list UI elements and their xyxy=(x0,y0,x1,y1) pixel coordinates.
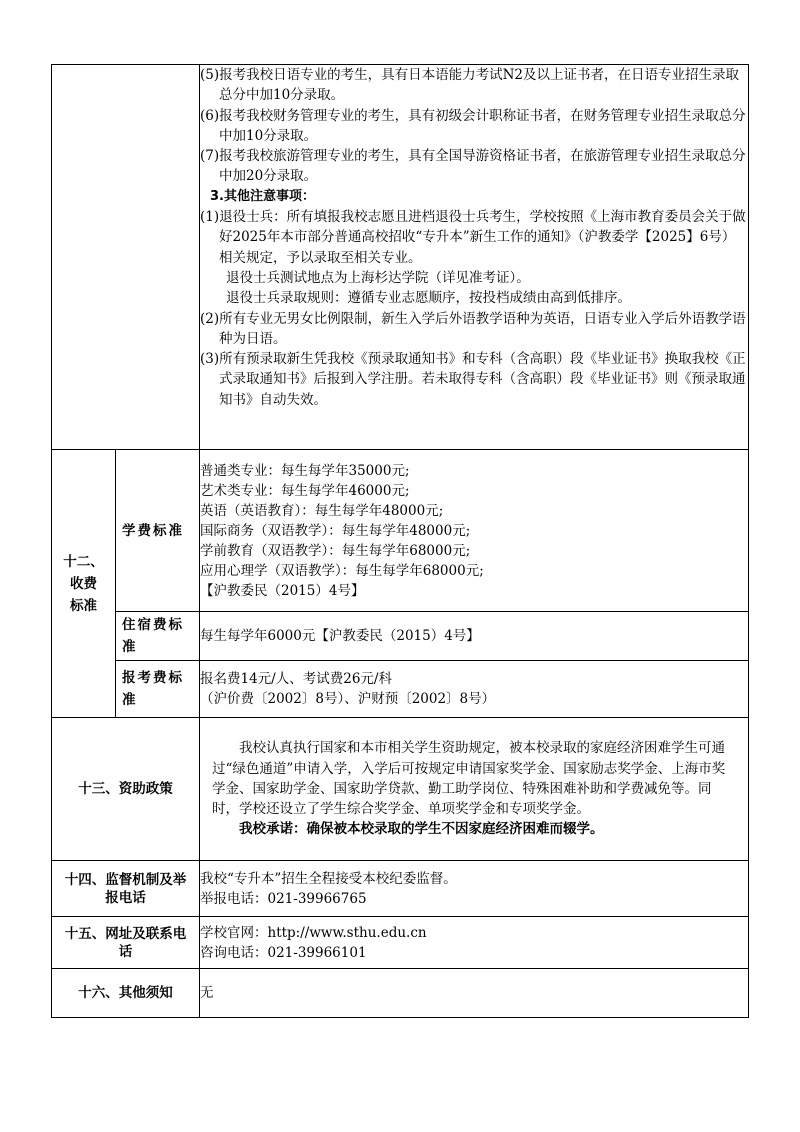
contact-label: 十五、网址及联系电 话 xyxy=(52,917,200,969)
bonus-item-5: (5)报考我校日语专业的考生，具有日本语能力考试N2及以上证书者，在日语专业招生录取总分中加10分录取。 xyxy=(200,67,740,104)
accommodation-row xyxy=(52,612,749,661)
aid-label: 十三、资助政策 xyxy=(52,718,200,861)
admission-rules-label-cell xyxy=(52,65,200,450)
other-notes-title: 3.其他注意事项： xyxy=(210,188,315,204)
supervision-label: 十四、监督机制及举 报电话 xyxy=(52,861,200,917)
tuition-row xyxy=(52,450,749,612)
note-gender-language: (2)所有专业无男女比例限制，新生入学后外语教学语种为英语，日语专业入学后外语教学语种为日语。 xyxy=(200,310,746,347)
report-phone: 举报电话：021-39966765 xyxy=(200,890,367,907)
exam-fee-row xyxy=(52,661,749,718)
supervision-row xyxy=(52,861,749,917)
aid-row xyxy=(52,718,749,861)
bonus-item-6: (6)报考我校财务管理专业的考生，具有初级会计职称证书者，在财务管理专业招生录取总分中加10分录取。 xyxy=(200,107,746,144)
accommodation-content: 每生每学年6000元【沪教委民（2015）4号】 xyxy=(200,612,749,661)
aid-promise: 我校承诺：确保被本校录取的学生不因家庭经济困难而辍学。 xyxy=(239,821,604,838)
tuition-line: 学前教育（双语教学）：每生每学年68000元; xyxy=(200,542,471,559)
website-line: 学校官网：http://www.sthu.edu.cn xyxy=(200,924,427,941)
note-veterans: (1)退役士兵：所有填报我校志愿且进档退役士兵考生，学校按照《上海市教育委员会关于做好2025年本市部分普通高校招收“专升本”新生工作的通知》（沪教委学【2025】6号）相关规定，予以录取至相关专业。 xyxy=(200,209,746,266)
consult-phone: 咨询电话：021-39966101 xyxy=(200,944,367,961)
note-veterans-rule: 退役士兵录取规则：遵循专业志愿顺序，按投档成绩由高到低排序。 xyxy=(226,290,631,307)
aid-text: 我校认真执行国家和本市相关学生资助规定，被本校录取的家庭经济困难学生可通过“绿色通道”申请入学，入学后可按规定申请国家奖学金、国家励志奖学金、上海市奖学金、国家助学金、国家助学贷款、勤工助学岗位、特殊困难补助和学费减免等。同时，学校还设立了学生综合奖学金、单项奖学金和专项奖学金。 xyxy=(212,740,726,818)
tuition-line: 普通类专业：每生每学年35000元; xyxy=(200,462,410,479)
tuition-line: 应用心理学（双语教学）：每生每学年68000元; xyxy=(200,562,484,579)
admission-rules-row xyxy=(52,65,749,450)
admission-info-table xyxy=(51,64,749,1018)
note-veterans-location: 退役士兵测试地点为上海杉达学院（详见准考证）。 xyxy=(226,269,530,286)
other-label: 十六、其他须知 xyxy=(52,969,200,1018)
other-row xyxy=(52,969,749,1018)
bonus-item-7: (7)报考我校旅游管理专业的考生，具有全国导游资格证书者，在旅游管理专业招生录取总分中加20分录取。 xyxy=(200,148,746,185)
tuition-content xyxy=(200,450,749,612)
exam-fee-label: 报考费标准 xyxy=(116,661,200,718)
contact-content xyxy=(200,917,749,969)
aid-content xyxy=(200,718,749,861)
tuition-label: 学费标准 xyxy=(116,450,200,612)
accommodation-label: 住宿费标准 xyxy=(116,612,200,661)
tuition-line: 【沪教委民（2015）4号】 xyxy=(200,582,365,599)
admission-rules-content xyxy=(200,65,749,450)
tuition-line: 国际商务（双语教学）：每生每学年48000元; xyxy=(200,522,471,539)
note-certificate: (3)所有预录取新生凭我校《预录取通知书》和专科（含高职）段《毕业证书》换取我校《正式录取通知书》后报到入学注册。若未取得专科（含高职）段《毕业证书》则《预录取通知书》自动失效。 xyxy=(200,351,746,408)
fees-section-label: 十二、 收费 标准 xyxy=(52,450,116,718)
supervision-content: 我校“专升本”招生全程接受本校纪委监督。 举报电话：021-39966765 xyxy=(200,861,749,917)
tuition-line: 英语（英语教育）：每生每学年48000元; xyxy=(200,502,444,519)
exam-fee-content: 报名费14元/人、考试费26元/科 （沪价费〔2002〕8号）、沪财预〔2002〕8号） xyxy=(200,661,749,718)
contact-row xyxy=(52,917,749,969)
tuition-line: 艺术类专业：每生每学年46000元; xyxy=(200,482,410,499)
other-content: 无 xyxy=(200,969,749,1018)
